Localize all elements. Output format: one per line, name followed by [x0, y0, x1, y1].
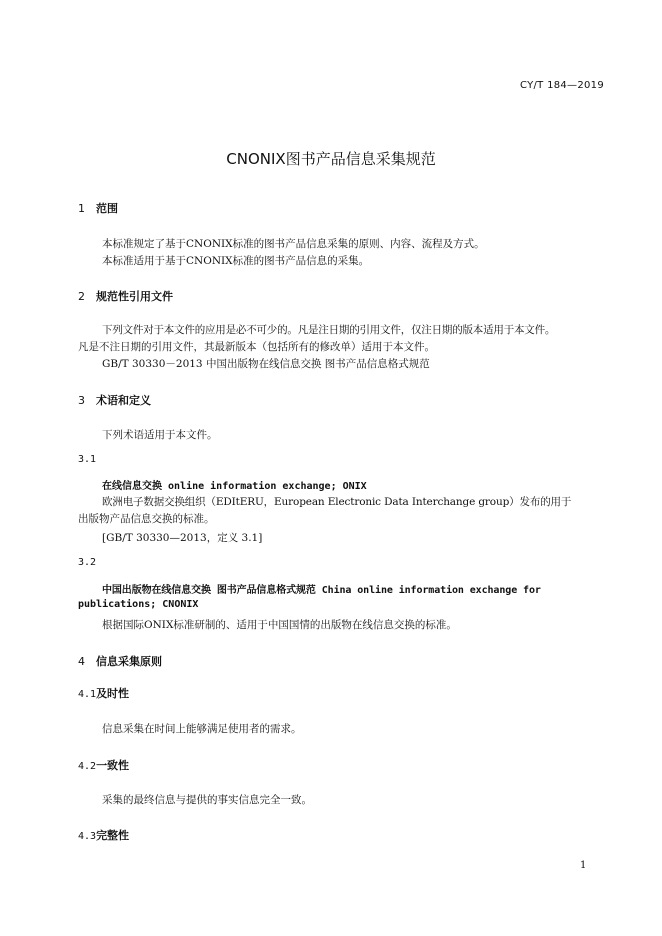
section-title: 术语和定义 [96, 394, 151, 407]
section-number: 1 [78, 202, 85, 215]
section-title: 信息采集原则 [96, 655, 162, 668]
term-number: 3.2 [78, 557, 97, 568]
document-title: CNONIX图书产品信息采集规范 [226, 150, 436, 168]
paragraph: 下列术语适用于本文件。 [102, 429, 218, 441]
section-4-heading [78, 653, 162, 669]
paragraph: 本标准适用于基于CNONIX标准的图书产品信息的采集。 [102, 255, 370, 267]
section-3-heading [78, 392, 151, 408]
subsection-title: 一致性 [96, 759, 130, 772]
term-definition: 出版物产品信息交换的标准。 [78, 513, 215, 525]
term-definition: 根据国际ONIX标准研制的、适用于中国国情的出版物在线信息交换的标准。 [102, 619, 457, 631]
subsection-number: 4.3 [78, 831, 97, 842]
subsection-number: 4.2 [78, 761, 97, 772]
section-title: 范围 [96, 202, 118, 215]
paragraph: 下列文件对于本文件的应用是必不可少的。凡是注日期的引用文件，仅注日期的版本适用于本文件。 [102, 324, 556, 336]
term-definition: 欧洲电子数据交换组织（EDItERU，European Electronic Data Interchange group）发布的用于 [102, 496, 572, 508]
standard-code: CY/T 184—2019 [520, 80, 605, 91]
subsection-4-3-heading [78, 827, 129, 843]
paragraph: 采集的最终信息与提供的事实信息完全一致。 [102, 794, 312, 806]
paragraph: 本标准规定了基于CNONIX标准的图书产品信息采集的原则、内容、流程及方式。 [102, 238, 485, 250]
term-title: 在线信息交换 online information exchange; ONIX [102, 481, 367, 492]
section-1-heading [78, 200, 118, 216]
normative-reference: GB/T 30330－2013 中国出版物在线信息交换 图书产品信息格式规范 [102, 358, 430, 370]
section-title: 规范性引用文件 [96, 290, 173, 303]
term-title: 中国出版物在线信息交换 图书产品信息格式规范 China online information exchange for [102, 585, 541, 596]
subsection-4-1-heading [78, 685, 129, 701]
section-number: 4 [78, 655, 85, 668]
subsection-title: 及时性 [96, 687, 130, 700]
subsection-title: 完整性 [96, 829, 130, 842]
term-number: 3.1 [78, 454, 97, 465]
section-2-heading [78, 288, 173, 304]
subsection-4-2-heading [78, 757, 129, 773]
subsection-number: 4.1 [78, 689, 97, 700]
paragraph: 凡是不注日期的引用文件，其最新版本（包括所有的修改单）适用于本文件。 [78, 341, 435, 353]
section-number: 2 [78, 290, 85, 303]
term-title: publications; CNONIX [78, 599, 199, 610]
term-source: [GB/T 30330—2013，定义 3.1] [102, 532, 263, 544]
section-number: 3 [78, 394, 85, 407]
page-number: 1 [580, 860, 587, 871]
paragraph: 信息采集在时间上能够满足使用者的需求。 [102, 723, 302, 735]
